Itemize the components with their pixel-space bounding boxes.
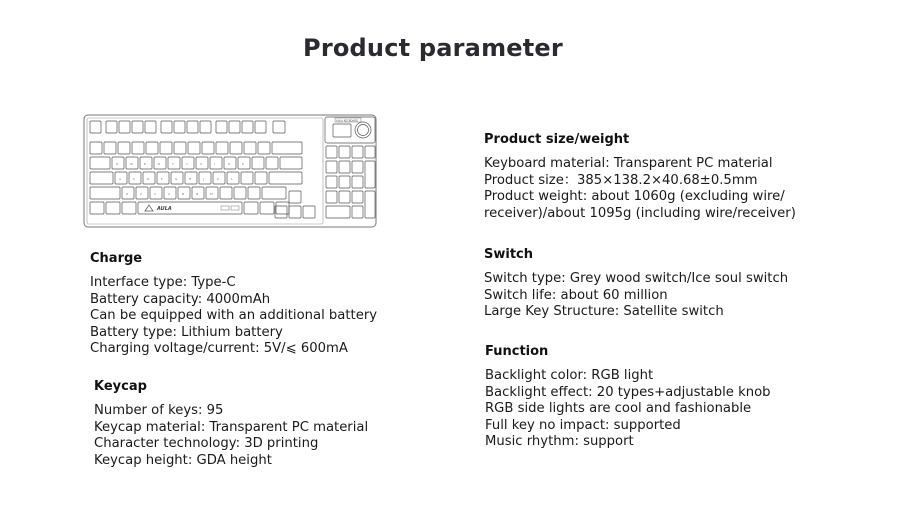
- function-heading: Function: [485, 344, 549, 359]
- svg-text:R: R: [158, 162, 161, 166]
- svg-text:AULA: AULA: [157, 206, 172, 212]
- svg-text:Z: Z: [126, 192, 129, 196]
- svg-text:M: M: [210, 192, 213, 196]
- keycap-line: Number of keys: 95: [94, 403, 224, 418]
- svg-text:T: T: [172, 162, 174, 166]
- keycap-line: Character technology: 3D printing: [94, 436, 319, 451]
- function-line: Backlight color: RGB light: [485, 368, 654, 383]
- keycap-heading: Keycap: [94, 379, 147, 394]
- svg-text:Q: Q: [116, 162, 119, 166]
- svg-text:J: J: [203, 177, 204, 181]
- svg-text:AULA KEYBOARD: AULA KEYBOARD: [336, 119, 359, 123]
- charge-heading: Charge: [90, 251, 143, 266]
- svg-text:F: F: [161, 177, 163, 181]
- keycap-section: [94, 379, 368, 469]
- svg-text:S: S: [133, 177, 135, 181]
- keycap-line: Keycap height: GDA height: [94, 452, 272, 468]
- svg-text:Y: Y: [186, 162, 188, 166]
- size-weight-line: Keyboard material: Transparent PC material: [484, 156, 773, 171]
- switch-line: Switch type: Grey wood switch/Ice soul switch: [484, 271, 789, 286]
- svg-text:N: N: [196, 192, 199, 196]
- charge-section: [90, 251, 377, 358]
- function-line: RGB side lights are cool and fashionable: [485, 401, 752, 416]
- switch-section: [484, 247, 788, 321]
- svg-text:E: E: [144, 162, 146, 166]
- svg-text:U: U: [200, 162, 203, 166]
- switch-heading: Switch: [484, 247, 534, 262]
- svg-text:G: G: [175, 177, 178, 181]
- page-title: Product parameter: [303, 34, 563, 62]
- svg-text:X: X: [140, 192, 143, 196]
- function-line: Full key no impact: supported: [485, 417, 681, 433]
- charge-line: Battery type: Lithium battery: [90, 324, 283, 340]
- svg-text:K: K: [217, 177, 219, 181]
- svg-text:C: C: [154, 192, 157, 196]
- svg-text:A: A: [119, 177, 122, 181]
- size-weight-section: [484, 132, 796, 222]
- keyboard-illustration: [83, 114, 377, 228]
- charge-line: Battery capacity: 4000mAh: [90, 291, 271, 307]
- svg-text:D: D: [147, 177, 150, 181]
- charge-line: Can be equipped with an additional battery: [90, 308, 378, 323]
- svg-text:L: L: [231, 177, 233, 181]
- switch-line: Switch life: about 60 million: [484, 287, 668, 303]
- function-line: Music rhythm: support: [485, 434, 634, 449]
- svg-text:V: V: [168, 192, 171, 196]
- svg-text:I: I: [214, 162, 215, 166]
- svg-text:O: O: [228, 162, 231, 166]
- function-line: Backlight effect: 20 types+adjustable knob: [485, 384, 771, 400]
- function-section: [485, 344, 771, 451]
- size-weight-line: Product weight: about 1060g (excluding wire/: [484, 189, 785, 204]
- keycap-line: Keycap material: Transparent PC material: [94, 419, 369, 435]
- charge-line: Charging voltage/current: 5V/⩽ 600mA: [90, 341, 348, 356]
- keyboard-icon: [83, 114, 377, 228]
- size-weight-heading: Product size/weight: [484, 132, 630, 147]
- size-weight-line: Product size：385×138.2×40.68±0.5mm: [484, 172, 758, 188]
- svg-text:H: H: [189, 177, 192, 181]
- svg-text:B: B: [182, 192, 185, 196]
- switch-line: Large Key Structure: Satellite switch: [484, 304, 724, 319]
- svg-text:W: W: [130, 162, 133, 166]
- svg-text:P: P: [242, 162, 244, 166]
- size-weight-line: receiver)/about 1095g (including wire/receiver): [484, 205, 796, 221]
- charge-line: Interface type: Type-C: [90, 275, 236, 290]
